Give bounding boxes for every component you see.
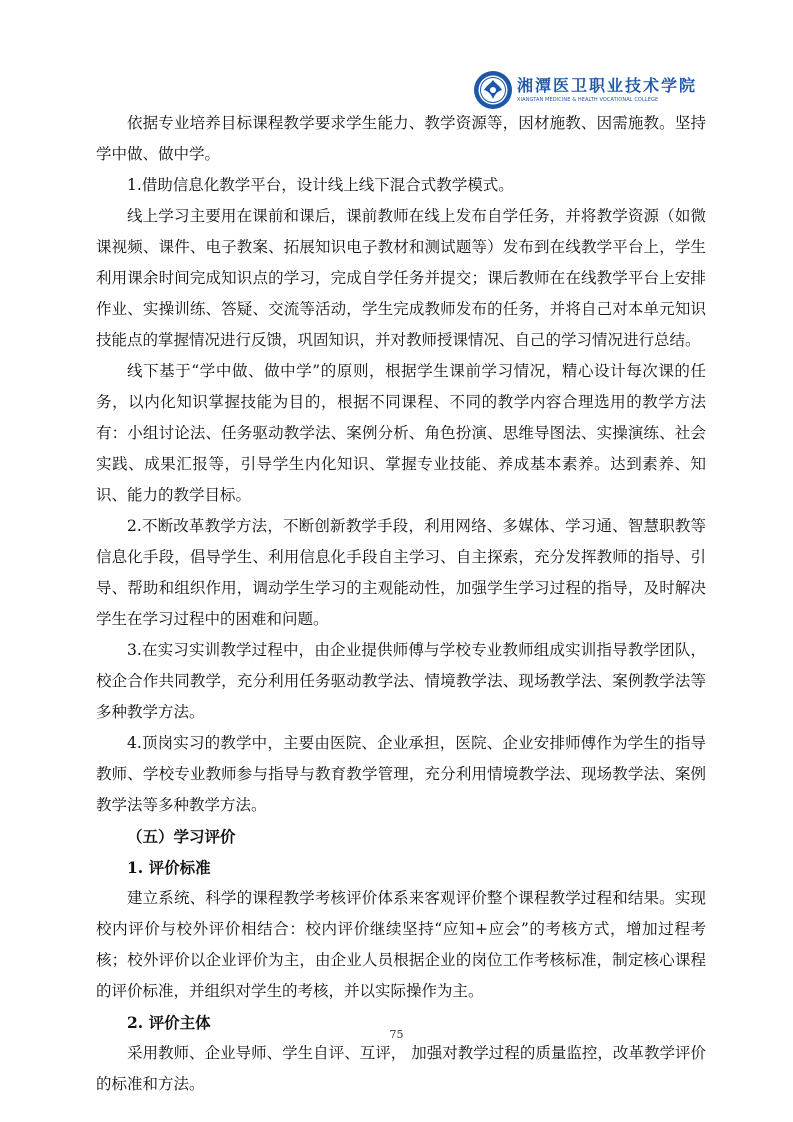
page-number: 75 (389, 1028, 404, 1041)
paragraph: 4.顶岗实习的教学中，主要由医院、企业承担，医院、企业安排师傅作为学生的指导教师、学校专业教师参与指导与教育教学管理，充分利用情境教学法、现场教学法、案例教学法等多种教学方法。 (96, 734, 706, 814)
paragraph: 1.借助信息化教学平台，设计线上线下混合式教学模式。 (127, 176, 514, 194)
paragraph: 2.不断改革教学方法，不断创新教学手段，利用网络、多媒体、学习通、智慧职教等信息化手段，倡导学生、利用信息化手段自主学习、自主探索，充分发挥教师的指导、引导、帮助和组织作用，调动学生学习的主观能动性，加强学生学习过程的指导，及时解决学生在学习过程中的困难和问题。 (96, 517, 706, 628)
section-title: （五）学习评价 (127, 827, 236, 846)
document-body (96, 108, 706, 1100)
college-name-english: XIANGTAN MEDICINE & HEALTH VOCATIONAL COLLEGE (516, 97, 659, 103)
college-seal-icon (473, 70, 513, 110)
paragraph: 采用教师、企业导师、学生自评、互评， 加强对教学过程的质量监控，改革教学评价的标准和方法。 (96, 1044, 706, 1093)
paragraph: 线上学习主要用在课前和课后，课前教师在线上发布自学任务，并将教学资源（如微课视频、课件、电子教案、拓展知识电子教材和测试题等）发布到在线教学平台上，学生利用课余时间完成知识点的学习，完成自学任务并提交；课后教师在在线教学平台上安排作业、实操训练、答疑、交流等活动，学生完成教师发布的任务，并将自己对本单元知识技能点的掌握情况进行反馈，巩固知识，并对教师授课情况、自己的学习情况进行总结。 (96, 207, 706, 349)
paragraph: 依据专业培养目标课程教学要求学生能力、教学资源等，因材施教、因需施教。坚持学中做、做中学。 (96, 114, 706, 163)
paragraph: 线下基于“学中做、做中学”的原则，根据学生课前学习情况，精心设计每次课的任务，以内化知识掌握技能为目的，根据不同课程、不同的教学内容合理选用的教学方法有：小组讨论法、任务驱动教学法、案例分析、角色扮演、思维导图法、实操演练、社会实践、成果汇报等，引导学生内化知识、掌握专业技能、养成基本素养。达到素养、知识、能力的教学目标。 (96, 362, 706, 504)
subsection-title-subject: 2. 评价主体 (127, 1013, 211, 1032)
paragraph: 3.在实习实训教学过程中，由企业提供师傅与学校专业教师组成实训指导教学团队，校企合作共同教学，充分利用任务驱动教学法、情境教学法、现场教学法、案例教学法等多种教学方法。 (96, 641, 706, 721)
college-name: 湘潭医卫职业技术学院 (516, 76, 697, 95)
subsection-title-criteria: 1. 评价标准 (127, 858, 211, 877)
paragraph: 建立系统、科学的课程教学考核评价体系来客观评价整个课程教学过程和结果。实现校内评价与校外评价相结合：校内评价继续坚持“应知+应会”的考核方式，增加过程考核；校外评价以企业评价为主，由企业人员根据企业的岗位工作考核标准，制定核心课程的评价标准，并组织对学生的考核，并以实际操作为主。 (96, 889, 706, 1000)
college-logo (473, 70, 697, 110)
